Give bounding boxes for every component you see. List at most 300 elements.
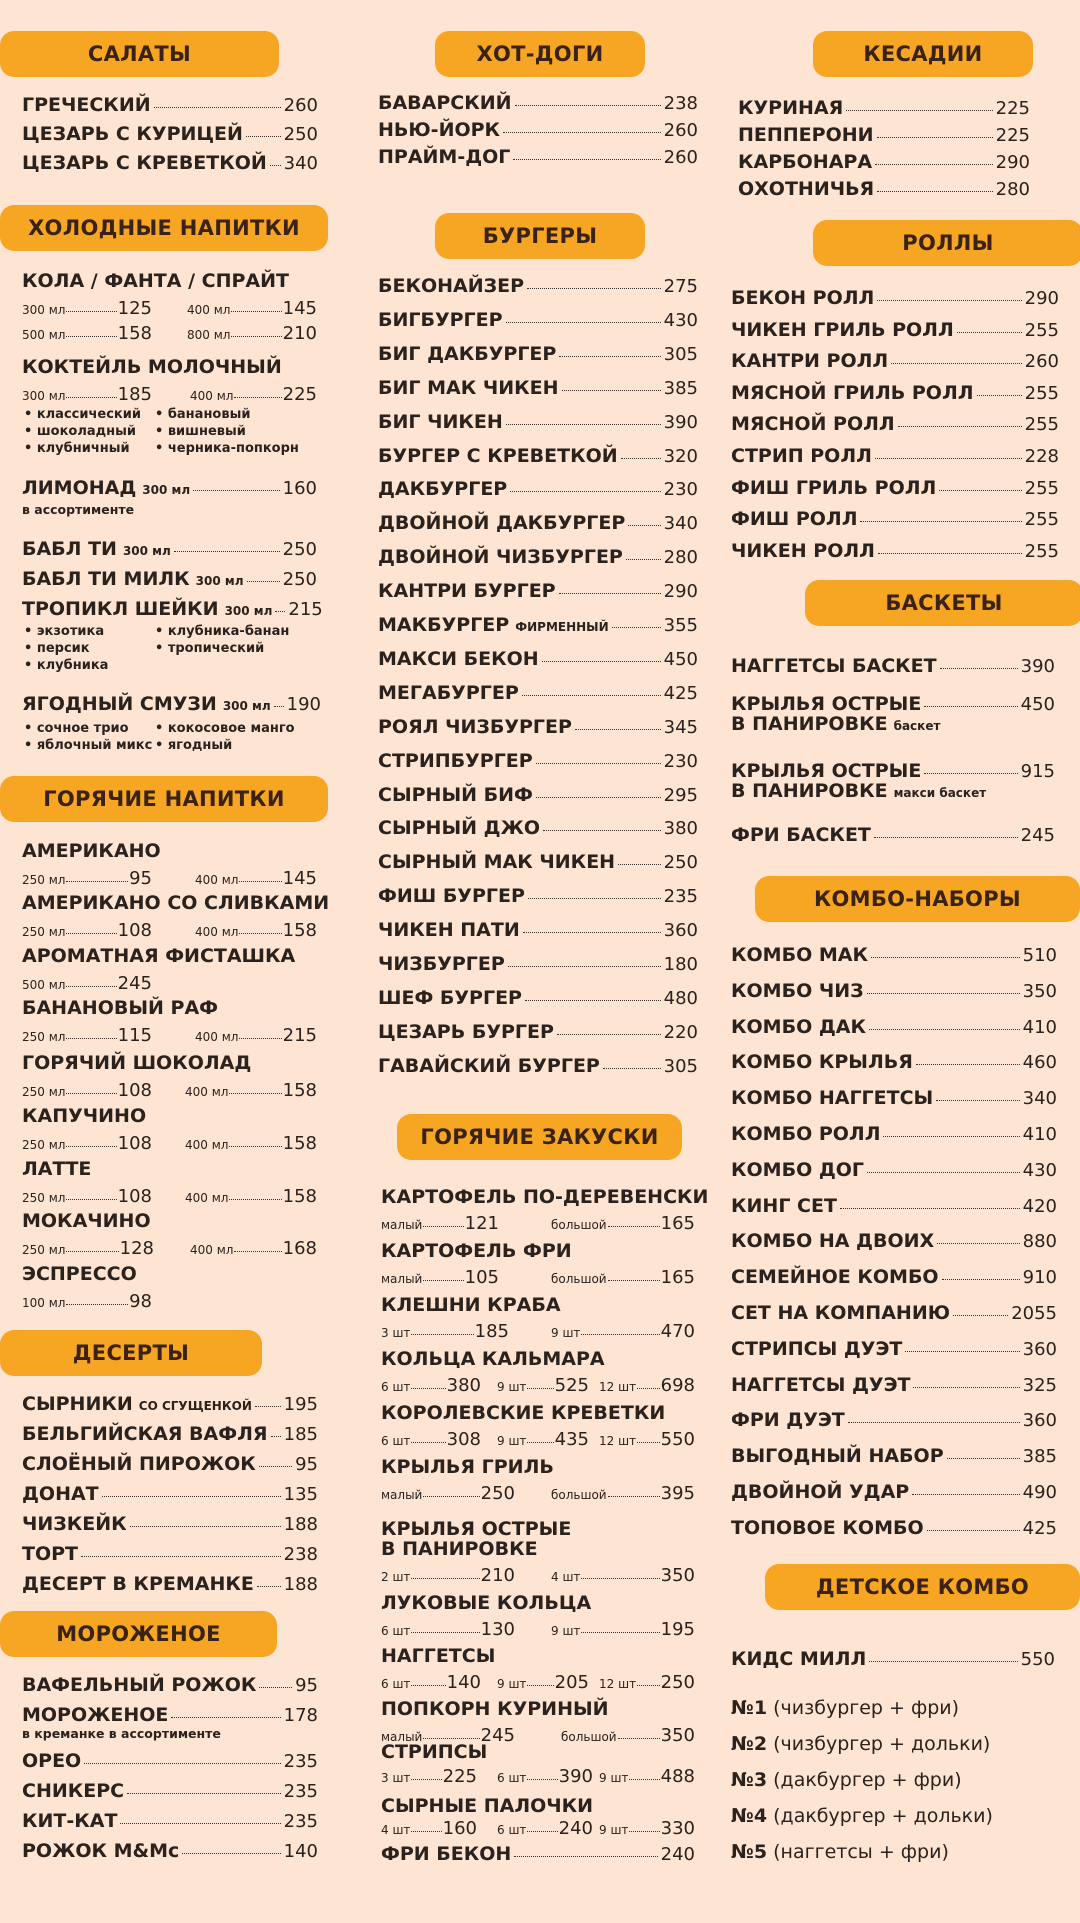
size-price: 300 мл 185 xyxy=(22,384,152,405)
list-item xyxy=(731,1051,1057,1073)
item-price: 2055 xyxy=(1011,1303,1057,1324)
menu-item-cola: КОЛА / ФАНТА / СПРАЙТ xyxy=(22,270,289,292)
item-name: МЯСНОЙ ГРИЛЬ РОЛЛ xyxy=(731,381,974,404)
item-price: 410 xyxy=(1022,1016,1057,1038)
list-item xyxy=(378,648,698,670)
dot-leader xyxy=(506,322,661,323)
item-name: КОМБО РОЛЛ xyxy=(731,1123,881,1145)
flavor-item: • классический xyxy=(24,407,141,422)
size-price: 400 мл 158 xyxy=(185,1133,317,1154)
dot-leader xyxy=(939,490,1021,491)
size-price: 400 мл 145 xyxy=(195,868,317,889)
size-price: 6 шт 380 xyxy=(381,1375,481,1396)
list-item xyxy=(378,343,698,365)
size-price: большой 165 xyxy=(551,1213,695,1234)
menu-item-mms-cone: РОЖОК M&Mc 140 xyxy=(22,1840,318,1862)
list-item xyxy=(378,784,698,806)
item-name: БИГ ЧИКЕН xyxy=(378,410,503,433)
dot-leader xyxy=(848,1422,1020,1423)
item-name: СТРИПСЫ ДУЭТ xyxy=(731,1337,903,1360)
menu-item-spicy-wings-basket: КРЫЛЬЯ ОСТРЫЕ 450 xyxy=(731,693,1055,715)
size-price: 250 мл 128 xyxy=(22,1238,154,1259)
item-name: ДАКБУРГЕР xyxy=(378,478,508,501)
item-name: РОЯЛ ЧИЗБУРГЕР xyxy=(378,715,572,738)
flavor-item: • яблочный микс xyxy=(24,738,153,753)
item-price: 385 xyxy=(663,377,698,399)
section-header-rolls: РОЛЛЫ xyxy=(813,220,1080,266)
item-name: ДВОЙНОЙ ЧИЗБУРГЕР xyxy=(378,546,623,569)
flavor-item: • экзотика xyxy=(24,624,105,639)
list-item xyxy=(378,512,698,534)
item-name: ВЫГОДНЫЙ НАБОР xyxy=(731,1445,944,1468)
item-price: 255 xyxy=(1024,509,1059,531)
list-item xyxy=(378,851,698,873)
size-price: малый 105 xyxy=(381,1267,499,1288)
dot-leader xyxy=(536,797,661,798)
dot-leader xyxy=(603,1068,661,1069)
menu-item-pastry: СЛОЁНЫЙ ПИРОЖОК 95 xyxy=(22,1453,318,1475)
list-item xyxy=(731,1409,1057,1431)
flavor-item: • тропический xyxy=(155,641,265,656)
item-name: КОМБО НА ДВОИХ xyxy=(731,1230,935,1253)
list-item xyxy=(378,1021,698,1043)
list-item xyxy=(378,987,698,1009)
menu-item-crab-claws: КЛЕШНИ КРАБА xyxy=(381,1294,561,1316)
size-price: 3 шт 185 xyxy=(381,1321,509,1342)
size-price: 400 мл 158 xyxy=(195,920,317,941)
dot-leader xyxy=(891,363,1021,364)
dot-leader xyxy=(905,1351,1019,1352)
dot-leader xyxy=(860,521,1021,522)
dot-leader xyxy=(916,1064,1020,1065)
item-price: 290 xyxy=(1024,288,1059,309)
list-item xyxy=(731,1338,1057,1360)
item-price: 340 xyxy=(663,513,698,535)
dot-leader xyxy=(871,957,1020,958)
item-price: 295 xyxy=(663,784,698,806)
list-item xyxy=(731,508,1059,530)
dot-leader xyxy=(977,395,1022,396)
item-price: 255 xyxy=(1024,319,1059,341)
menu-item-nuggets: НАГГЕТСЫ xyxy=(381,1645,496,1667)
list-item xyxy=(378,953,698,975)
item-name: БИГ МАК ЧИКЕН xyxy=(378,376,559,399)
kids-option: №4 (дакбургер + дольки) xyxy=(731,1805,993,1827)
size-price: 250 мл 108 xyxy=(22,1133,152,1154)
item-price: 380 xyxy=(663,818,698,840)
item-name: ФИШ ГРИЛЬ РОЛЛ xyxy=(731,476,937,499)
menu-item-americano: АМЕРИКАНО xyxy=(22,840,161,862)
dot-leader xyxy=(525,1000,661,1001)
list-item xyxy=(378,682,698,704)
menu-item-spicy-wings-maxi: КРЫЛЬЯ ОСТРЫЕ 915 xyxy=(731,760,1055,782)
menu-item-carbonara: КАРБОНАРА 290 xyxy=(738,151,1030,173)
menu-item-cake: ТОРТ 238 xyxy=(22,1543,318,1565)
size-price: малый 250 xyxy=(381,1483,515,1504)
dot-leader xyxy=(618,864,661,865)
size-price: 12 шт 250 xyxy=(599,1672,695,1693)
list-item xyxy=(378,817,698,839)
dot-leader xyxy=(559,593,661,594)
list-item xyxy=(731,1481,1057,1503)
size-price: 2 шт 210 xyxy=(381,1565,515,1586)
item-name: СЫРНЫЙ МАК ЧИКЕН xyxy=(378,851,616,874)
menu-item-caesar-chicken: ЦЕЗАРЬ С КУРИЦЕЙ 250 xyxy=(22,123,318,145)
dot-leader xyxy=(559,356,660,357)
item-price: 260 xyxy=(1024,351,1059,373)
size-price: большой 350 xyxy=(561,1725,695,1746)
list-item xyxy=(731,1374,1057,1396)
size-price: 250 мл 95 xyxy=(22,868,152,889)
item-name: БИГБУРГЕР xyxy=(378,308,503,331)
item-price: 390 xyxy=(663,411,698,433)
section-header-icecream: МОРОЖЕНОЕ xyxy=(0,1611,277,1657)
kids-option: №3 (дакбургер + фри) xyxy=(731,1769,962,1791)
list-item xyxy=(731,1195,1057,1217)
list-item xyxy=(731,382,1059,404)
menu-item-banana-raf: БАНАНОВЫЙ РАФ xyxy=(22,997,219,1019)
size-price: 500 мл 245 xyxy=(22,973,152,994)
list-item xyxy=(378,445,698,467)
menu-item-donut: ДОНАТ 135 xyxy=(22,1483,318,1505)
menu-item-chicken-popcorn: ПОПКОРН КУРИНЫЙ xyxy=(381,1698,609,1720)
item-price: 325 xyxy=(1022,1374,1057,1396)
item-name: МЯСНОЙ РОЛЛ xyxy=(731,413,895,436)
size-price: 12 шт 550 xyxy=(599,1429,695,1450)
size-price: 400 мл 215 xyxy=(195,1025,317,1046)
list-item xyxy=(378,377,698,399)
menu-item-berry-smoothie: ЯГОДНЫЙ СМУЗИ 300 мл 190 xyxy=(22,693,322,715)
menu-item-bubble-milk: БАБЛ ТИ МИЛК 300 мл 250 xyxy=(22,568,317,590)
dot-leader xyxy=(877,300,1021,301)
size-price: большой 395 xyxy=(551,1483,695,1504)
item-price: 235 xyxy=(663,886,698,908)
item-name: СЕМЕЙНОЕ КОМБО xyxy=(731,1266,939,1289)
menu-item-cappuccino: КАПУЧИНО xyxy=(22,1105,147,1127)
menu-item-nuggets-basket: НАГГЕТСЫ БАСКЕТ 390 xyxy=(731,655,1055,677)
item-name: КОМБО ДОГ xyxy=(731,1158,865,1181)
item-price: 290 xyxy=(663,581,698,603)
menu-item-fries-basket: ФРИ БАСКЕТ 245 xyxy=(731,824,1055,846)
size-price: 4 шт 350 xyxy=(551,1565,695,1586)
list-item xyxy=(378,580,698,602)
flavor-item: • персик xyxy=(24,641,90,656)
section-header-cold-drinks: ХОЛОДНЫЕ НАПИТКИ xyxy=(0,205,328,251)
dot-leader xyxy=(612,627,661,628)
section-header-burgers: БУРГЕРЫ xyxy=(435,213,645,259)
item-name: ТОПОВОЕ КОМБО xyxy=(731,1516,924,1539)
list-item xyxy=(731,1123,1057,1145)
menu-item-calamari: КОЛЬЦА КАЛЬМАРА xyxy=(381,1348,605,1370)
section-header-hotdogs: ХОТ-ДОГИ xyxy=(435,31,645,77)
dot-leader xyxy=(536,763,661,764)
item-price: 430 xyxy=(663,309,698,331)
item-price: 450 xyxy=(663,648,698,670)
menu-item-lemonade: ЛИМОНАД 300 мл 160 xyxy=(22,477,317,499)
menu-item-greek: ГРЕЧЕСКИЙ 260 xyxy=(22,94,318,116)
menu-item-chicken-quesadilla: КУРИНАЯ 225 xyxy=(738,97,1030,119)
dot-leader xyxy=(523,932,661,933)
size-price: 12 шт 698 xyxy=(599,1375,695,1396)
size-price: 400 мл 168 xyxy=(190,1238,317,1259)
dot-leader xyxy=(506,424,661,425)
item-name: ЦЕЗАРЬ БУРГЕР xyxy=(378,1020,554,1043)
menu-item-syrniki: СЫРНИКИ СО СГУЩЕНКОЙ 195 xyxy=(22,1393,318,1415)
item-price: 425 xyxy=(1022,1517,1057,1539)
menu-item-spicy-wings: КРЫЛЬЯ ОСТРЫЕ xyxy=(381,1518,572,1540)
size-price: 250 мл 115 xyxy=(22,1025,152,1046)
size-price: 9 шт 330 xyxy=(599,1818,695,1839)
item-note: ФИРМЕННЫЙ xyxy=(515,620,609,634)
item-name: ЧИКЕН РОЛЛ xyxy=(731,539,875,562)
menu-item-hot-chocolate: ГОРЯЧИЙ ШОКОЛАД xyxy=(22,1052,252,1074)
kids-option: №1 (чизбургер + фри) xyxy=(731,1697,960,1719)
section-header-desserts: ДЕСЕРТЫ xyxy=(0,1330,262,1376)
item-price: 480 xyxy=(663,987,698,1009)
menu-item-fries-bacon: ФРИ БЕКОН 240 xyxy=(381,1843,695,1865)
flavor-item: • клубника-банан xyxy=(155,624,290,639)
dot-leader xyxy=(957,332,1022,333)
menu-item-bubble-tea: БАБЛ ТИ 300 мл 250 xyxy=(22,538,317,560)
item-name: НАГГЕТСЫ ДУЭТ xyxy=(731,1373,911,1396)
section-header-baskets: БАСКЕТЫ xyxy=(805,580,1080,626)
dot-leader xyxy=(527,288,661,289)
dot-leader xyxy=(510,491,660,492)
item-price: 355 xyxy=(663,615,698,636)
dot-leader xyxy=(562,390,661,391)
item-price: 250 xyxy=(663,852,698,874)
size-price: 6 шт 390 xyxy=(497,1766,593,1787)
item-price: 360 xyxy=(1022,1338,1057,1360)
list-item xyxy=(731,1230,1057,1252)
list-item xyxy=(378,919,698,941)
dot-leader xyxy=(913,1387,1019,1388)
list-item xyxy=(378,546,698,568)
menu-item-dessert-kremanka: ДЕСЕРТ В КРЕМАНКЕ 188 xyxy=(22,1573,318,1595)
menu-item-waffle-cone: ВАФЕЛЬНЫЙ РОЖОК 95 xyxy=(22,1674,318,1696)
menu-item-hunter: ОХОТНИЧЬЯ 280 xyxy=(738,178,1030,200)
item-price: 320 xyxy=(663,445,698,467)
item-price: 910 xyxy=(1022,1267,1057,1289)
item-subtitle: в ассортименте xyxy=(22,502,135,517)
menu-item-icecream: МОРОЖЕНОЕ 178 xyxy=(22,1704,318,1726)
size-price: 9 шт 470 xyxy=(551,1321,695,1342)
size-price: 400 мл 145 xyxy=(187,298,317,319)
item-name: КОМБО ДАК xyxy=(731,1015,866,1038)
item-name: БЕКОН РОЛЛ xyxy=(731,287,875,309)
item-name: ЧИКЕН ГРИЛЬ РОЛЛ xyxy=(731,318,954,341)
menu-item-snickers: СНИКЕРС 235 xyxy=(22,1780,318,1802)
item-price: 275 xyxy=(663,276,698,297)
size-price: 6 шт 240 xyxy=(497,1818,593,1839)
item-price: 305 xyxy=(663,1055,698,1077)
item-price: 255 xyxy=(1024,382,1059,404)
item-name: ЧИЗБУРГЕР xyxy=(378,953,505,975)
menu-item-spicy-wings-maxi-line2: В ПАНИРОВКЕ макси баскет xyxy=(731,780,987,802)
list-item xyxy=(731,1087,1057,1109)
item-name: СТРИП РОЛЛ xyxy=(731,445,872,467)
item-name: КОМБО МАК xyxy=(731,944,868,966)
size-price: 250 мл 108 xyxy=(22,920,152,941)
dot-leader xyxy=(869,1029,1020,1030)
size-price: 6 шт 308 xyxy=(381,1429,481,1450)
dot-leader xyxy=(840,1208,1020,1209)
dot-leader xyxy=(936,1100,1019,1101)
item-name: БУРГЕР С КРЕВЕТКОЙ xyxy=(378,444,618,467)
size-price: 6 шт 140 xyxy=(381,1672,481,1693)
size-price: 3 шт 225 xyxy=(381,1766,477,1787)
size-price: 9 шт 195 xyxy=(551,1619,695,1640)
item-price: 220 xyxy=(663,1021,698,1043)
list-item xyxy=(378,614,698,636)
size-price: 9 шт 525 xyxy=(497,1375,589,1396)
list-item xyxy=(731,287,1059,309)
item-price: 490 xyxy=(1022,1482,1057,1503)
menu-item-strips: СТРИПСЫ xyxy=(381,1741,488,1763)
list-item xyxy=(731,1159,1057,1181)
size-price: 250 мл 108 xyxy=(22,1080,152,1101)
menu-item-prime-dog: ПРАЙМ-ДОГ 260 xyxy=(378,146,698,168)
dot-leader xyxy=(522,695,661,696)
section-header-kids: ДЕТСКОЕ КОМБО xyxy=(765,1564,1080,1610)
item-price: 230 xyxy=(663,479,698,501)
item-name: ШЕФ БУРГЕР xyxy=(378,986,522,1009)
item-name: БЕКОНАЙЗЕР xyxy=(378,275,525,297)
item-price: 255 xyxy=(1024,414,1059,436)
flavor-item: • шоколадный xyxy=(24,424,136,439)
item-name: БИГ ДАКБУРГЕР xyxy=(378,342,557,365)
menu-item-milkshake: КОКТЕЙЛЬ МОЛОЧНЫЙ xyxy=(22,356,282,378)
item-price: 280 xyxy=(663,547,698,569)
list-item xyxy=(731,944,1057,966)
item-price: 230 xyxy=(663,750,698,772)
flavor-item: • черника-попкорн xyxy=(155,441,299,456)
kids-option: №2 (чизбургер + дольки) xyxy=(731,1733,991,1755)
list-item xyxy=(378,1055,698,1077)
dot-leader xyxy=(898,426,1022,427)
list-item xyxy=(378,411,698,433)
item-price: 410 xyxy=(1022,1124,1057,1145)
item-name: СТРИПБУРГЕР xyxy=(378,749,533,772)
item-name: ФИШ БУРГЕР xyxy=(378,885,525,908)
size-price: 6 шт 130 xyxy=(381,1619,515,1640)
menu-item-onion-rings: ЛУКОВЫЕ КОЛЬЦА xyxy=(381,1592,592,1614)
size-price: 4 шт 160 xyxy=(381,1818,477,1839)
menu-item-king-prawns: КОРОЛЕВСКИЕ КРЕВЕТКИ xyxy=(381,1402,666,1424)
flavor-item: • банановый xyxy=(155,407,251,422)
list-item xyxy=(378,750,698,772)
menu-item-bavarian: БАВАРСКИЙ 238 xyxy=(378,92,698,114)
item-price: 510 xyxy=(1022,945,1057,966)
item-name: ФИШ РОЛЛ xyxy=(731,508,858,531)
dot-leader xyxy=(575,729,661,730)
list-item xyxy=(731,540,1059,562)
list-item xyxy=(731,1517,1057,1539)
dot-leader xyxy=(942,1279,1020,1280)
section-header-hot-snacks: ГОРЯЧИЕ ЗАКУСКИ xyxy=(397,1114,682,1160)
item-price: 430 xyxy=(1022,1159,1057,1181)
menu-item-espresso: ЭСПРЕССО xyxy=(22,1263,137,1285)
size-price: 300 мл 125 xyxy=(22,298,152,319)
list-item xyxy=(731,980,1057,1002)
dot-leader xyxy=(542,661,661,662)
item-name: КАНТРИ БУРГЕР xyxy=(378,580,556,603)
item-name: МАКСИ БЕКОН xyxy=(378,647,539,670)
size-price: 9 шт 435 xyxy=(497,1429,589,1450)
list-item xyxy=(378,885,698,907)
item-price: 180 xyxy=(663,954,698,975)
section-header-salads: САЛАТЫ xyxy=(0,31,279,77)
item-price: 228 xyxy=(1024,446,1059,467)
size-price: 400 мл 158 xyxy=(185,1080,317,1101)
dot-leader xyxy=(626,559,661,560)
menu-item-spicy-wings-line2: В ПАНИРОВКЕ xyxy=(381,1538,538,1560)
section-header-hot-drinks: ГОРЯЧИЕ НАПИТКИ xyxy=(0,776,328,822)
dot-leader xyxy=(528,898,661,899)
item-name: ДВОЙНОЙ ДАКБУРГЕР xyxy=(378,512,626,535)
item-price: 350 xyxy=(1022,980,1057,1002)
list-item xyxy=(731,445,1059,467)
flavor-item: • сочное трио xyxy=(24,721,129,736)
list-item xyxy=(731,1266,1057,1288)
dot-leader xyxy=(912,1494,1019,1495)
size-price: 250 мл 108 xyxy=(22,1186,152,1207)
item-name: КИНГ СЕТ xyxy=(731,1194,837,1217)
item-price: 255 xyxy=(1024,477,1059,499)
size-price: 9 шт 205 xyxy=(497,1672,589,1693)
menu-item-grilled-wings: КРЫЛЬЯ ГРИЛЬ xyxy=(381,1456,554,1478)
list-item xyxy=(731,1302,1057,1324)
menu-item-kids-meal: КИДС МИЛЛ 550 xyxy=(731,1648,1055,1670)
item-price: 460 xyxy=(1022,1052,1057,1074)
flavor-item: • ягодный xyxy=(155,738,233,753)
list-item xyxy=(378,309,698,331)
flavor-item: • клубника xyxy=(24,658,109,673)
dot-leader xyxy=(543,830,661,831)
list-item xyxy=(731,350,1059,372)
dot-leader xyxy=(508,966,661,967)
menu-item-cheesecake: ЧИЗКЕЙК 188 xyxy=(22,1513,318,1535)
item-name: МАКБУРГЕР xyxy=(378,614,510,636)
item-name: КОМБО КРЫЛЬЯ xyxy=(731,1051,913,1074)
menu-item-cheese-sticks: СЫРНЫЕ ПАЛОЧКИ xyxy=(381,1795,594,1817)
dot-leader xyxy=(883,1136,1019,1137)
item-name: КОМБО НАГГЕТСЫ xyxy=(731,1087,934,1110)
item-name: ЧИКЕН ПАТИ xyxy=(378,919,520,942)
item-price: 255 xyxy=(1024,540,1059,562)
item-price: 385 xyxy=(1022,1446,1057,1468)
dot-leader xyxy=(947,1458,1020,1459)
menu-item-tropical: ТРОПИКЛ ШЕЙКИ 300 мл 215 xyxy=(22,598,323,620)
size-price: 500 мл 158 xyxy=(22,323,152,344)
flavor-item: • клубничный xyxy=(24,441,130,456)
item-name: КАНТРИ РОЛЛ xyxy=(731,350,889,373)
size-price: малый 121 xyxy=(381,1213,499,1234)
flavor-item: • кокосовое манго xyxy=(155,721,295,736)
dot-leader xyxy=(867,1172,1020,1173)
item-price: 345 xyxy=(663,716,698,738)
menu-item-oreo: ОРЕО 235 xyxy=(22,1750,318,1772)
menu-item-caesar-shrimp: ЦЕЗАРЬ С КРЕВЕТКОЙ 340 xyxy=(22,152,318,174)
section-header-quesadillas: КЕСАДИИ xyxy=(813,31,1033,77)
list-item xyxy=(378,478,698,500)
menu-item-fries: КАРТОФЕЛЬ ФРИ xyxy=(381,1240,572,1262)
flavor-item: • вишневый xyxy=(155,424,246,439)
dot-leader xyxy=(953,1315,1008,1316)
kids-option: №5 (наггетсы + фри) xyxy=(731,1841,949,1863)
dot-leader xyxy=(927,1530,1020,1531)
menu-item-waffle: БЕЛЬГИЙСКАЯ ВАФЛЯ 185 xyxy=(22,1423,318,1445)
